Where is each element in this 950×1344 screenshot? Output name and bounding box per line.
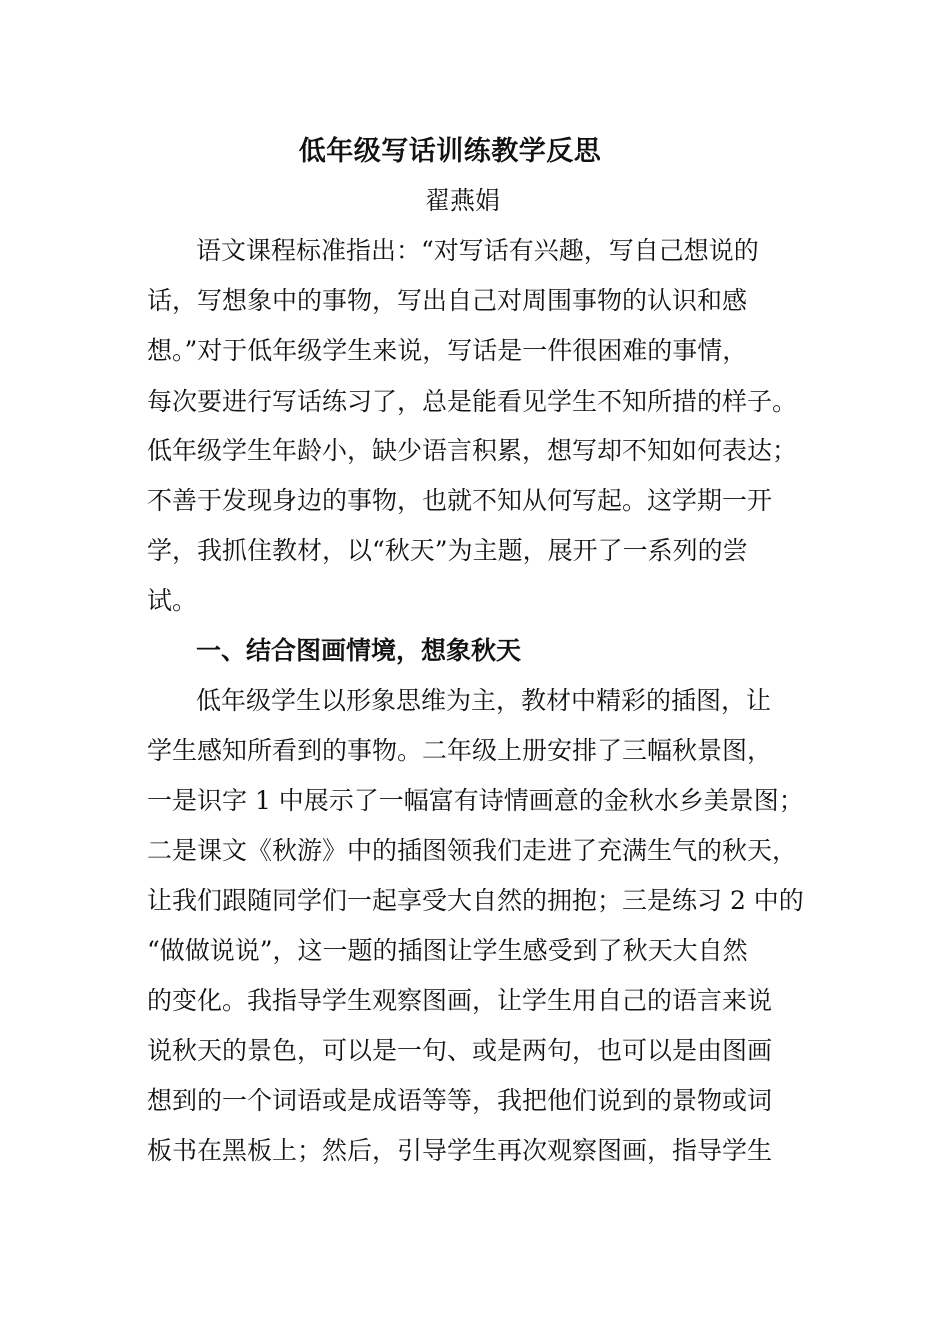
paragraph-line: 学生感知所看到的事物。二年级上册安排了三幅秋景图， — [147, 736, 773, 765]
paragraph-line: 试。 — [147, 586, 198, 615]
paragraph-line: 让我们跟随同学们一起享受大自然的拥抱；三是练习 2 中的 — [147, 886, 804, 915]
document-title: 低年级写话训练教学反思 — [298, 136, 602, 167]
section-heading: 一、结合图画情境，想象秋天 — [196, 636, 522, 665]
paragraph-line: 想。”对于低年级学生来说，写话是一件很困难的事情， — [147, 336, 748, 365]
paragraph-line: 话，写想象中的事物，写出自己对周围事物的认识和感 — [147, 286, 748, 315]
paragraph-line: 学，我抓住教材，以“秋天”为主题，展开了一系列的尝 — [147, 536, 748, 565]
paragraph-line: 说秋天的景色，可以是一句、或是两句，也可以是由图画 — [147, 1036, 773, 1065]
paragraph-line: 二是课文《秋游》中的插图领我们走进了充满生气的秋天， — [147, 836, 798, 865]
paragraph-line: 低年级学生以形象思维为主，教材中精彩的插图，让 — [196, 686, 772, 715]
paragraph-line: 的变化。我指导学生观察图画，让学生用自己的语言来说 — [147, 986, 773, 1015]
paragraph-line: 语文课程标准指出：“对写话有兴趣，写自己想说的 — [196, 236, 759, 265]
paragraph-line: 不善于发现身边的事物，也就不知从何写起。这学期一开 — [147, 486, 773, 515]
paragraph-line: 板书在黑板上；然后，引导学生再次观察图画，指导学生 — [147, 1136, 773, 1165]
paragraph-line: 想到的一个词语或是成语等等，我把他们说到的景物或词 — [147, 1086, 773, 1115]
paragraph-line: 低年级学生年龄小，缺少语言积累，想写却不知如何表达； — [147, 436, 798, 465]
author-name: 翟燕娟 — [424, 186, 500, 215]
paragraph-line: “做做说说”，这一题的插图让学生感受到了秋天大自然 — [147, 936, 748, 965]
paragraph-line: 每次要进行写话练习了，总是能看见学生不知所措的样子。 — [147, 387, 798, 416]
paragraph-line: 一是识字 1 中展示了一幅富有诗情画意的金秋水乡美景图； — [147, 786, 804, 815]
